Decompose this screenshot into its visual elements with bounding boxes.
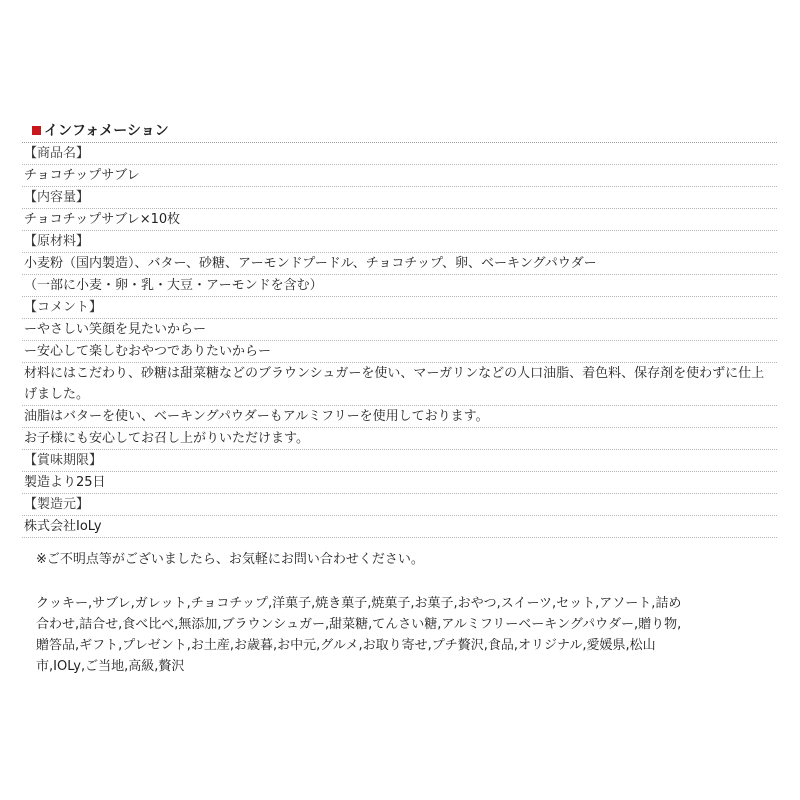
keyword-line: クッキー,サブレ,ガレット,チョコチップ,洋菓子,焼き菓子,焼菓子,お菓子,おやつ,スイーツ,セット,アソート,詰め <box>36 596 682 611</box>
label-product-name: 【商品名】 <box>22 143 777 165</box>
section-heading-text: インフォメーション <box>44 123 169 139</box>
value-allergens: （一部に小麦・卵・乳・大豆・アーモンドを含む） <box>22 275 777 297</box>
keyword-line: 市,IOLy,ご当地,高級,贅沢 <box>36 659 185 674</box>
inquiry-note: ※ご不明点等がございましたら、お気軽にお問い合わせください。 <box>36 552 424 567</box>
value-manufacturer: 株式会社IoLy <box>22 516 777 538</box>
value-best-before: 製造より25日 <box>22 472 777 494</box>
comment-line-1: ーやさしい笑顔を見たいからー <box>22 319 777 341</box>
value-contents: チョコチップサブレ×10枚 <box>22 209 777 231</box>
comment-line-2: ー安心して楽しむおやつでありたいからー <box>22 341 777 363</box>
label-best-before: 【賞味期限】 <box>22 450 777 472</box>
comment-line-5: お子様にも安心してお召し上がりいただけます。 <box>22 428 777 450</box>
keyword-line: 合わせ,詰合せ,食べ比べ,無添加,ブラウンシュガー,甜菜糖,てんさい糖,アルミフリーベーキングパウダー,贈り物, <box>36 617 682 632</box>
comment-line-4: 油脂はバターを使い、ベーキングパウダーもアルミフリーを使用しております。 <box>22 406 777 428</box>
value-product-name: チョコチップサブレ <box>22 165 777 187</box>
value-ingredients: 小麦粉（国内製造）、バター、砂糖、アーモンドプードル、チョコチップ、卵、ベーキングパウダー <box>22 253 777 275</box>
section-heading <box>22 118 777 143</box>
label-ingredients: 【原材料】 <box>22 231 777 253</box>
keyword-line: 贈答品,ギフト,プレゼント,お土産,お歳暮,お中元,グルメ,お取り寄せ,プチ贅沢,食品,オリジナル,愛媛県,松山 <box>36 638 656 653</box>
comment-line-3: 材料にはこだわり、砂糖は甜菜糖などのブラウンシュガーを使い、マーガリンなどの人口油脂、着色料、保存剤を使わずに仕上げました。 <box>22 363 777 406</box>
label-manufacturer: 【製造元】 <box>22 494 777 516</box>
label-contents: 【内容量】 <box>22 187 777 209</box>
label-comment: 【コメント】 <box>22 297 777 319</box>
information-section <box>22 118 777 538</box>
red-square-icon <box>32 126 41 135</box>
keyword-tags <box>36 593 771 677</box>
